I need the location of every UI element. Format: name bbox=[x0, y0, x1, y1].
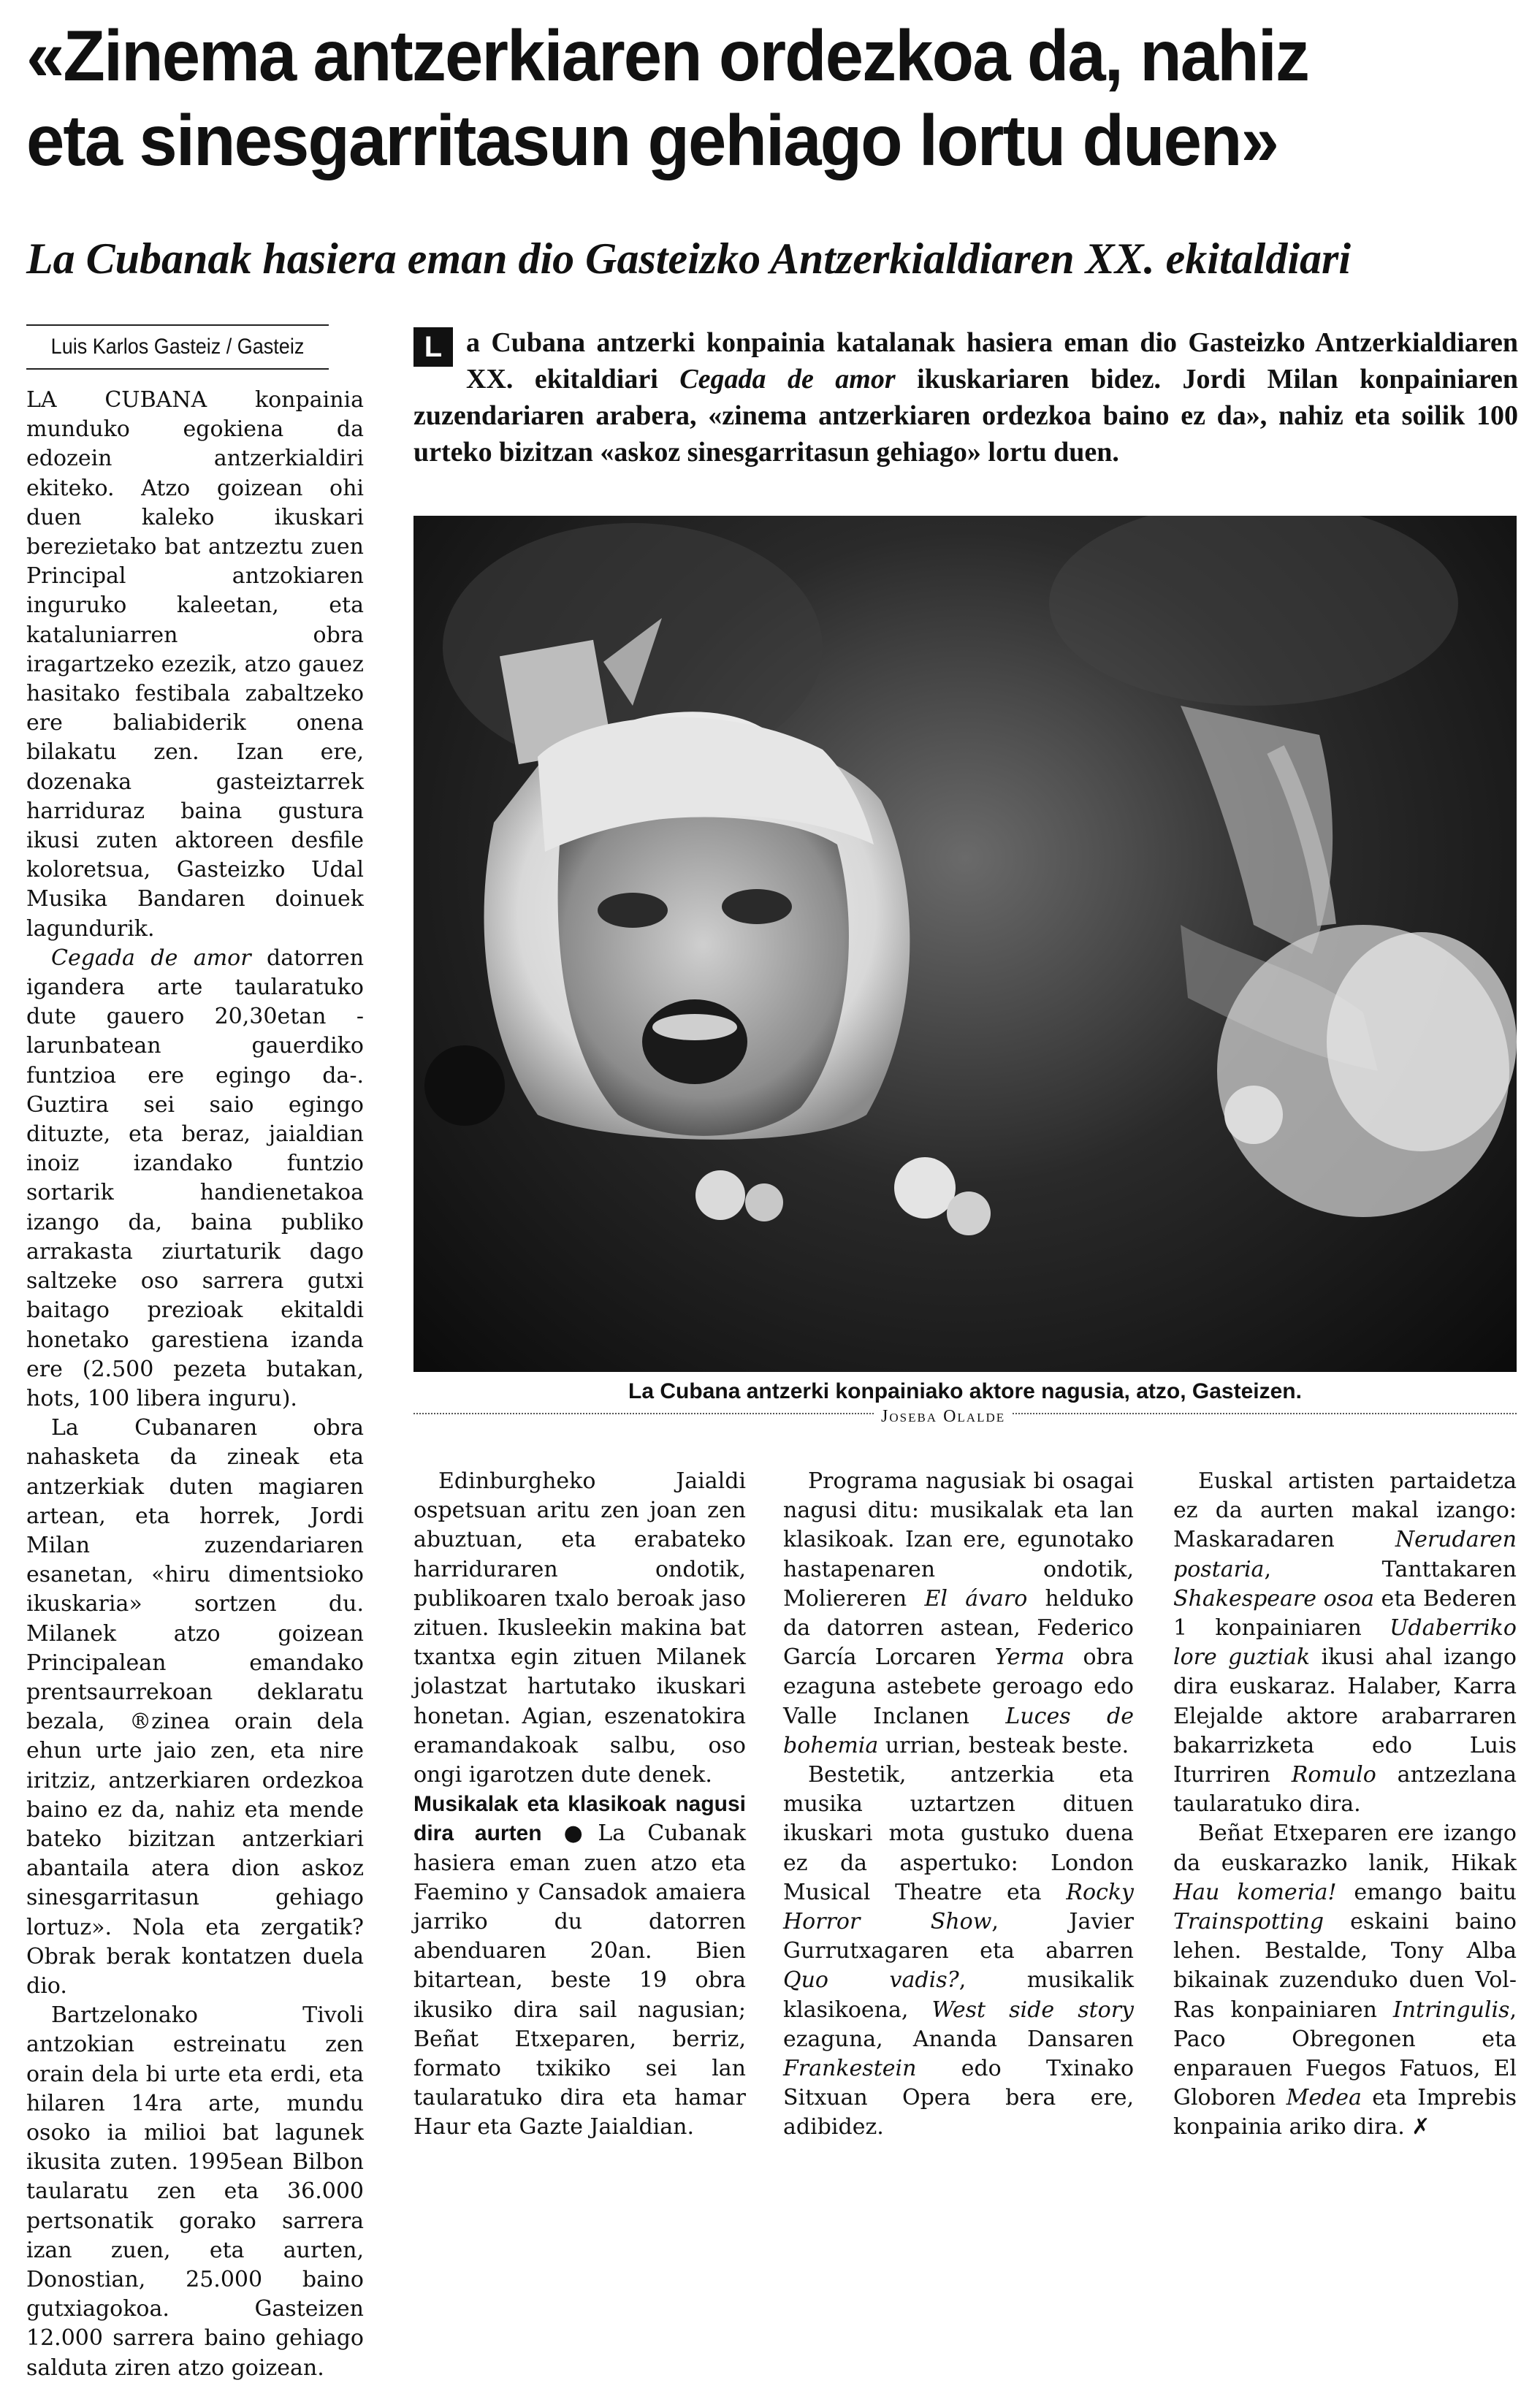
col3-p1-italic-3: Luces de bohemia bbox=[783, 1703, 1134, 1758]
col4-p1-italic-2: Shakespeare osoa bbox=[1173, 1585, 1374, 1612]
photo-illustration bbox=[413, 516, 1517, 1372]
col2-paragraph-1: Edinburgheko Jaialdi ospetsuan aritu zen joan zen abuztuan, eta erabateko harriduraren ondotik, publikoaren txalo beroak jaso zituen. Ikusleekin makina bat txantxa egin zituen Milanek jolastzat hartutako ikuskari honetan. Agian, eszenatokira eramandakoak salbu, oso ongi igarotzen dute denek. bbox=[413, 1468, 746, 1788]
col4-p1-a: Euskal artisten partaidetza ez da aurten makal izango: Maskaradaren bbox=[1173, 1468, 1517, 1553]
bullet-icon: ● bbox=[563, 1820, 598, 1847]
col4-p2-a: Beñat Etxeparen ere izango da euskarazko lanik, Hikak bbox=[1173, 1820, 1517, 1876]
col4-p2-e: eta Imprebis konpainia ariko dira. bbox=[1173, 2085, 1517, 2140]
col3-p2-italic-3: West side story bbox=[931, 1997, 1134, 2023]
drop-cap: L bbox=[413, 327, 453, 367]
col3-p1-b: helduko da datorren astean, Federico García Lorcaren bbox=[783, 1585, 1134, 1671]
col3-p1-italic-2: Yerma bbox=[994, 1644, 1065, 1671]
col4-p2-b: emango baitu bbox=[1336, 1879, 1517, 1905]
col3-p2-d: ezaguna, Ananda Dansaren bbox=[783, 2026, 1134, 2052]
col1-paragraph-1: LA CUBANA konpainia munduko egokiena da edozein antzerkialdiri ekiteko. Atzo goizean ohi duen kaleko ikuskari berezietako bat antzeztu zuen Principal antzokiaren inguruko kaleetan, eta kataluniarren obra iragartzeko ezezik, atzo gauez hasitako festibala zabaltzeko ere baliabiderik onena bilakatu zen. Izan ere, dozenaka gasteiztarrek harriduraz baina gustura ikusi zuten aktoreen desfile koloretsua, Gasteizko Udal Musika Bandaren doinuek lagundurik. bbox=[26, 387, 364, 942]
col1-paragraph-2 bbox=[26, 944, 364, 1414]
col3-p1-d: urrian, besteak beste. bbox=[878, 1732, 1129, 1758]
column-3 bbox=[783, 1467, 1134, 2143]
col3-p1-italic-1: El ávaro bbox=[924, 1585, 1028, 1612]
col4-p2-italic-2: Trainspotting bbox=[1173, 1909, 1324, 1935]
photo-credit: Joseba Olalde bbox=[874, 1407, 1013, 1427]
col3-p2-a: Bestetik, antzerkia eta musika uztartzen dituen ikuskari mota gustuko duena ez da aspertuko: London Musical Theatre eta bbox=[783, 1762, 1134, 1905]
col4-paragraph-2 bbox=[1173, 1819, 1517, 2142]
col4-p1-e: antzezlana taularatuko dira. bbox=[1173, 1762, 1517, 1818]
section-subhead: Musikalak eta klasikoak nagusi dira aurten bbox=[413, 1792, 746, 1846]
col3-p2-e: edo Txinako Sitxuan Opera bera ere, adibidez. bbox=[783, 2056, 1134, 2140]
lead-paragraph bbox=[413, 324, 1518, 470]
col4-p1-c: eta Bederen 1 konpainiaren bbox=[1173, 1585, 1517, 1642]
headline bbox=[26, 13, 1457, 183]
col3-p2-c: , musikalik klasikoena, bbox=[783, 1967, 1134, 2023]
byline: Luis Karlos Gasteiz / Gasteiz bbox=[26, 324, 329, 370]
col4-p1-b: , Tanttakaren bbox=[1264, 1556, 1517, 1582]
end-mark-icon: ✗ bbox=[1411, 2114, 1430, 2140]
lead-text-a: a Cubana antzerki konpainia katalanak hasiera eman dio Gasteizko Antzerkialdiaren XX. ekitaldiari bbox=[466, 327, 1518, 394]
lead-title-italic: Cegada de amor bbox=[679, 364, 896, 394]
col3-p2-italic-1: Rocky Horror Show bbox=[783, 1879, 1134, 1935]
col3-paragraph-2 bbox=[783, 1761, 1134, 2143]
col3-p1-a: Programa nagusiak bi osagai nagusi ditu: musikalak eta lan klasikoak. Izan ere, egunotako hastapenaren ondotik, Moliereren bbox=[783, 1468, 1134, 1612]
col2-p2-text: La Cubanak hasiera eman zuen atzo eta Faemino y Cansadok amaiera jarriko du datorren abenduaren 20an. Bien bitartean, beste 19 obra ikusiko dira sail nagusian; Beñat Etxeparen, berriz, formato txikiko sei lan taularatuko dira eta hamar Haur eta Gazte Jaialdian. bbox=[413, 1820, 746, 2140]
headline-line-1: «Zinema antzerkiaren ordezkoa da, nahiz bbox=[26, 15, 1309, 96]
col1-p2-italic: Cegada de amor bbox=[51, 945, 251, 971]
col3-p1-c: obra ezaguna astebete geroago edo Valle Inclanen bbox=[783, 1644, 1134, 1729]
col4-p2-c: eskaini baino lehen. Bestalde, Tony Alba bikainak zuzenduko duen Vol-Ras konpainiaren bbox=[1173, 1909, 1517, 2023]
subtitle: La Cubanak hasiera eman dio Gasteizko Antzerkialdiaren XX. ekitaldiari bbox=[26, 235, 1352, 283]
col3-p2-italic-4: Frankestein bbox=[783, 2056, 917, 2082]
headline-line-2: eta sinesgarritasun gehiago lortu duen» bbox=[26, 100, 1278, 180]
col2-paragraph-2 bbox=[413, 1790, 746, 2142]
performer-photo bbox=[413, 516, 1517, 1372]
col4-p2-italic-1: Hau komeria! bbox=[1173, 1879, 1337, 1905]
column-4 bbox=[1173, 1467, 1517, 2143]
col1-paragraph-3: La Cubanaren obra nahasketa da zineak eta antzerkiak duten magiaren artean, eta horrek, Jordi Milan zuzendariaren esanetan, «hiru dimentsioko ikuskaria» sortzen du. Milanek atzo goizean Principalean emandako prentsaurrekoan deklaratu bezala, ®zinea orain dela ehun urte jaio zen, eta nire iritziz, antzerkiaren ordezkoa baino ez da, nahiz eta mende bateko bizitzan antzerkiari abantaila atera dion askoz sinesgarritasun gehiago lortuz». Nola eta zergatik? Obrak berak kontatzen duela dio. bbox=[26, 1415, 364, 1999]
col4-p1-italic-1: Nerudaren postaria bbox=[1173, 1527, 1517, 1582]
col1-paragraph-4: Bartzelonako Tivoli antzokian estreinatu zen orain dela bi urte eta erdi, eta hilaren 14ra arte, mundu osoko ia milioi bat lagunek ikusita zuten. 1995ean Bilbon taularatu zen eta 36.000 pertsonatik gorako sarrera izan zuen, eta aurten, Donostian, 25.000 baino gutxiagokoa. Gasteizen 12.000 sarrera baino gehiago salduta ziren atzo goizean. bbox=[26, 2002, 364, 2381]
lead-text-b: ikuskariaren bidez. Jordi Milan konpainiaren zuzendariaren arabera, «zinema antzerkiaren ordezkoa baino ez da», nahiz eta soilik 100 urteko bizitzan «askoz sinesgarritasun gehiago» lortu duen. bbox=[413, 364, 1518, 468]
col4-p1-italic-4: Romulo bbox=[1291, 1762, 1376, 1788]
column-2 bbox=[413, 1467, 746, 2143]
col4-p2-d: , Paco Obregonen eta enparauen Fuegos Fatuos, El Globoren bbox=[1173, 1997, 1517, 2111]
col1-p2-rest: datorren igandera arte taularatuko dute gauero 20,30etan -larunbatean gauerdiko funtzioa ere egingo da-. Guztira sei saio egingo dituzte, eta beraz, jaialdian inoiz izandako funtzio sortarik handienetakoa izango da, baina publiko arrakasta ziurtaturik dago saltzeke oso sarrera gutxi baitago prezioak ekitaldi honetako garestiena izanda ere (2.500 pezeta butakan, hots, 100 libera inguru). bbox=[26, 945, 365, 1411]
col4-p2-italic-4: Medea bbox=[1286, 2085, 1362, 2111]
photo-caption: La Cubana antzerki konpainiako aktore nagusia, atzo, Gasteizen. bbox=[628, 1379, 1302, 1403]
col4-paragraph-1 bbox=[1173, 1467, 1517, 1819]
col3-p2-italic-2: Quo vadis? bbox=[783, 1967, 959, 1994]
col4-p1-italic-3: Udaberriko lore guztiak bbox=[1173, 1615, 1517, 1671]
col4-p2-italic-3: Intringulis bbox=[1392, 1997, 1510, 2023]
col4-p1-d: ikusi ahal izango dira euskaraz. Halaber, Karra Elejalde aktore arabarraren bakarrizketa edo Luis Iturriren bbox=[1173, 1644, 1517, 1788]
col3-paragraph-1 bbox=[783, 1467, 1134, 1761]
col3-p2-b: , Javier Gurrutxagaren eta abarren bbox=[783, 1909, 1134, 1964]
column-1 bbox=[26, 386, 364, 2383]
